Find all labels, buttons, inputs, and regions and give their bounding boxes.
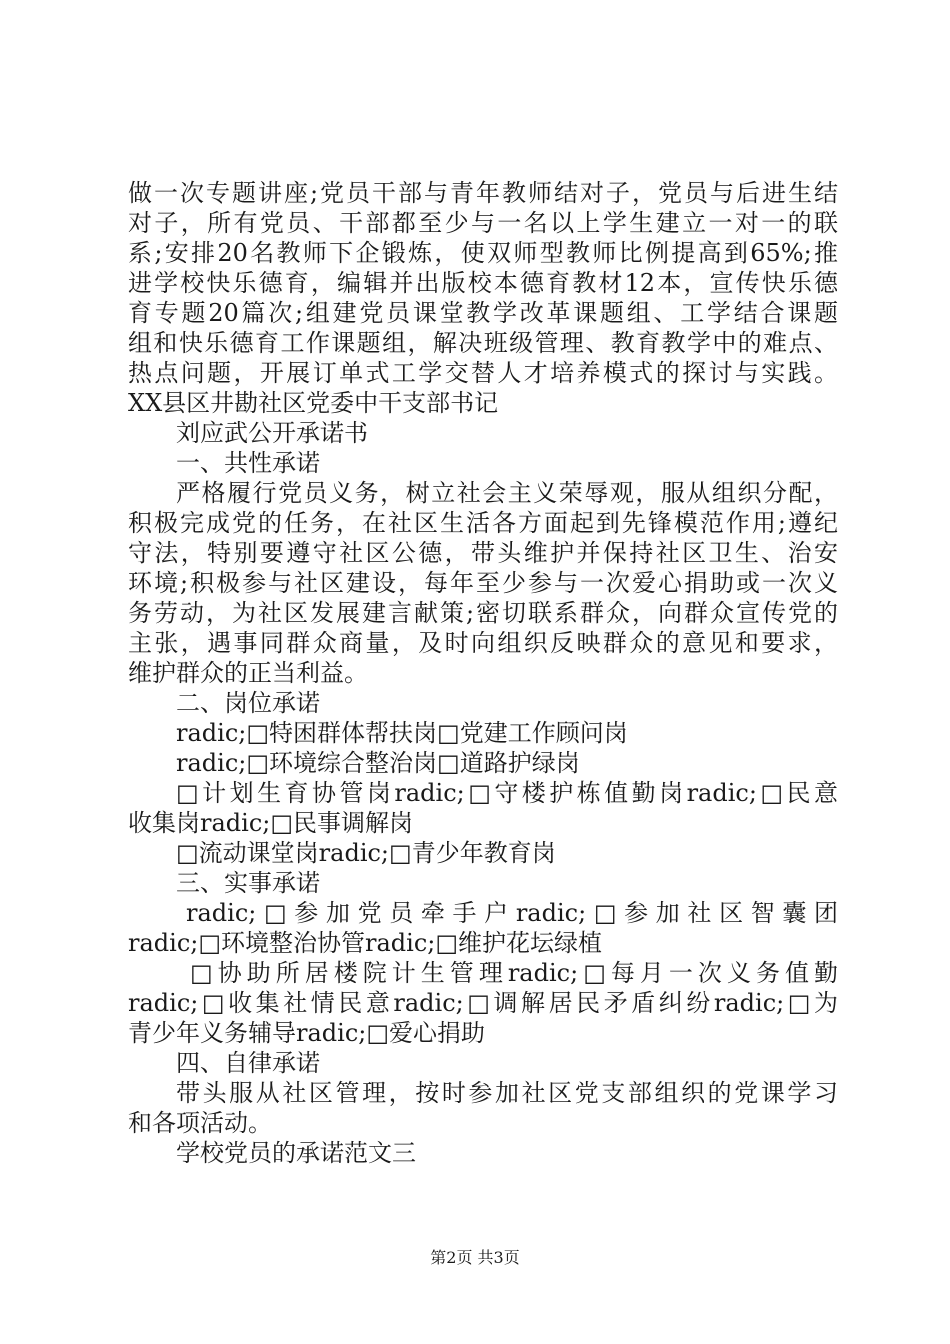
- text-line: 维护群众的正当利益。: [128, 659, 368, 687]
- document-body: [128, 178, 838, 1168]
- text-line: □协助所居楼院计生管理radic;□每月一次义务值勤: [190, 959, 838, 987]
- text-line: 青少年义务辅导radic;□爱心捐助: [128, 1019, 486, 1047]
- text-line: 积极完成党的任务，在社区生活各方面起到先锋模范作用;遵纪: [128, 509, 838, 537]
- document-title: 刘应武公开承诺书: [176, 419, 368, 447]
- text-line: □流动课堂岗radic;□青少年教育岗: [176, 839, 556, 867]
- text-line: 对子，所有党员、干部都至少与一名以上学生建立一对一的联: [128, 209, 838, 237]
- section-heading: 四、自律承诺: [176, 1049, 320, 1077]
- section-heading: 学校党员的承诺范文三: [176, 1139, 416, 1167]
- text-line: 系;安排20名教师下企锻炼，使双师型教师比例提高到65%;推: [128, 239, 838, 267]
- section-heading: 二、岗位承诺: [176, 689, 320, 717]
- text-line: □计划生育协管岗radic;□守楼护栋值勤岗radic;□民意: [176, 779, 838, 807]
- text-line: radic;□环境整治协管radic;□维护花坛绿植: [128, 929, 603, 957]
- text-line: 做一次专题讲座;党员干部与青年教师结对子，党员与后进生结: [128, 179, 838, 207]
- text-line: 收集岗radic;□民事调解岗: [128, 809, 414, 837]
- text-line: 守法，特别要遵守社区公德，带头维护并保持社区卫生、治安: [128, 539, 838, 567]
- text-line: XX县区井勘社区党委中干支部书记: [128, 389, 499, 417]
- text-line: radic;□参加党员牵手户radic;□参加社区智囊团: [186, 899, 838, 927]
- text-line: radic;□收集社情民意radic;□调解居民矛盾纠纷radic;□为: [128, 989, 838, 1017]
- section-heading: 一、共性承诺: [176, 449, 320, 477]
- section-heading: 三、实事承诺: [176, 869, 320, 897]
- text-line: 热点问题，开展订单式工学交替人才培养模式的探讨与实践。: [128, 359, 838, 387]
- text-line: 育专题20篇次;组建党员课堂教学改革课题组、工学结合课题: [128, 299, 838, 327]
- text-line: 环境;积极参与社区建设，每年至少参与一次爱心捐助或一次义: [128, 569, 838, 597]
- text-line: radic;□特困群体帮扶岗□党建工作顾问岗: [176, 719, 628, 747]
- text-line: 进学校快乐德育，编辑并出版校本德育教材12本，宣传快乐德: [128, 269, 838, 297]
- text-line: 和各项活动。: [128, 1109, 272, 1137]
- page-number-footer: 第2页 共3页: [430, 1248, 520, 1267]
- text-line: 带头服从社区管理，按时参加社区党支部组织的党课学习: [176, 1079, 838, 1107]
- text-line: 严格履行党员义务，树立社会主义荣辱观，服从组织分配，: [176, 479, 838, 507]
- text-line: 组和快乐德育工作课题组，解决班级管理、教育教学中的难点、: [128, 329, 838, 357]
- text-line: radic;□环境综合整治岗□道路护绿岗: [176, 749, 580, 777]
- text-line: 务劳动，为社区发展建言献策;密切联系群众，向群众宣传党的: [128, 599, 838, 627]
- text-line: 主张，遇事同群众商量，及时向组织反映群众的意见和要求，: [128, 629, 838, 657]
